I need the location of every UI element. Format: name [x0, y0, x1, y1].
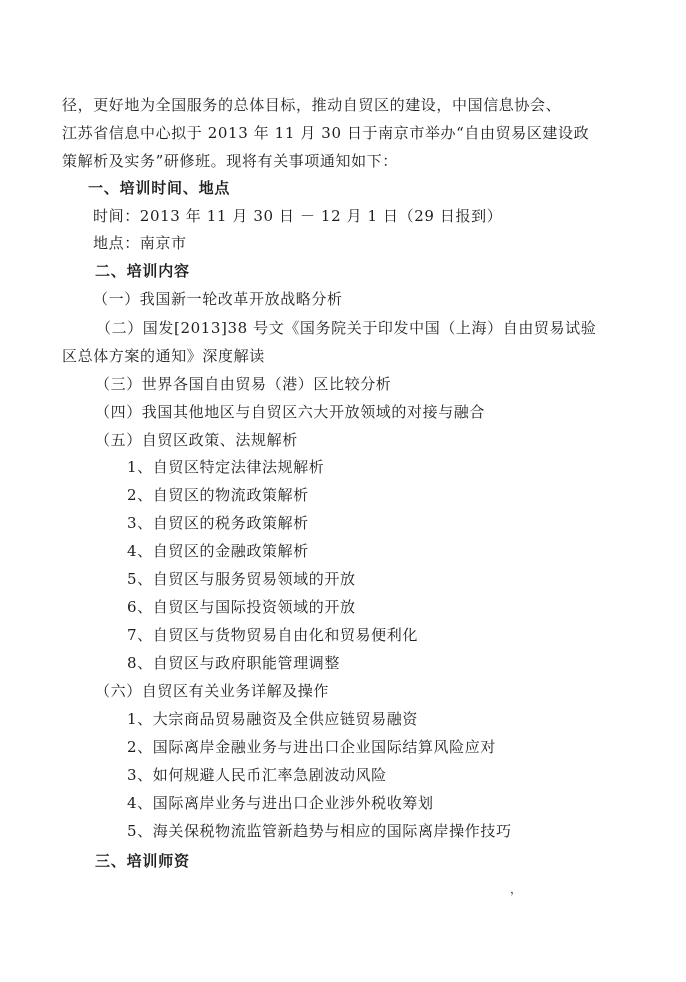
section-3-heading: 三、培训师资 [95, 852, 190, 870]
content-item-2-line-1: （二）国发[2013]38 号文《国务院关于印发中国（上海）自由贸易试验 [96, 319, 597, 337]
content-item-5-sub-3: 3、自贸区的税务政策解析 [127, 514, 309, 532]
content-item-4: （四）我国其他地区与自贸区六大开放领域的对接与融合 [95, 403, 486, 421]
content-item-5-sub-4: 4、自贸区的金融政策解析 [127, 542, 309, 560]
content-item-5: （五）自贸区政策、法规解析 [95, 431, 298, 449]
content-item-1: （一）我国新一轮改革开放战略分析 [93, 290, 343, 308]
content-item-3: （三）世界各国自由贸易（港）区比较分析 [95, 375, 392, 393]
section-1-heading: 一、培训时间、地点 [88, 179, 231, 197]
content-item-6-sub-2: 2、国际离岸金融业务与进出口企业国际结算风险应对 [127, 738, 496, 756]
intro-line-3: 策解析及实务”研修班。现将有关事项通知如下： [62, 152, 398, 170]
section-2-heading: 二、培训内容 [95, 262, 190, 280]
content-item-5-sub-1: 1、自贸区特定法律法规解析 [127, 458, 325, 476]
training-place: 地点：南京市 [93, 234, 187, 252]
intro-line-2: 江苏省信息中心拟于 2013 年 11 月 30 日于南京市举办“自由贸易区建设政 [62, 124, 590, 142]
content-item-6-sub-3: 3、如何规避人民币汇率急剧波动风险 [127, 766, 387, 784]
content-item-2-line-2: 区总体方案的通知》深度解读 [62, 347, 265, 365]
content-item-5-sub-2: 2、自贸区的物流政策解析 [127, 486, 309, 504]
content-item-5-sub-6: 6、自贸区与国际投资领域的开放 [127, 598, 356, 616]
content-item-6-sub-1: 1、大宗商品贸易融资及全供应链贸易融资 [127, 710, 418, 728]
content-item-6-sub-4: 4、国际离岸业务与进出口企业涉外税收筹划 [127, 794, 434, 812]
content-item-5-sub-8: 8、自贸区与政府职能管理调整 [127, 654, 340, 672]
training-time: 时间：2013 年 11 月 30 日 － 12 月 1 日（29 日报到） [93, 207, 503, 225]
content-item-5-sub-7: 7、自贸区与货物贸易自由化和贸易便利化 [127, 626, 418, 644]
content-item-5-sub-5: 5、自贸区与服务贸易领域的开放 [127, 570, 356, 588]
content-item-6-sub-5: 5、海关保税物流监管新趋势与相应的国际离岸操作技巧 [127, 822, 512, 840]
stray-mark: ， [510, 882, 523, 896]
content-item-6: （六）自贸区有关业务详解及操作 [95, 682, 330, 700]
intro-line-1: 径，更好地为全国服务的总体目标，推动自贸区的建设，中国信息协会、 [62, 96, 562, 114]
